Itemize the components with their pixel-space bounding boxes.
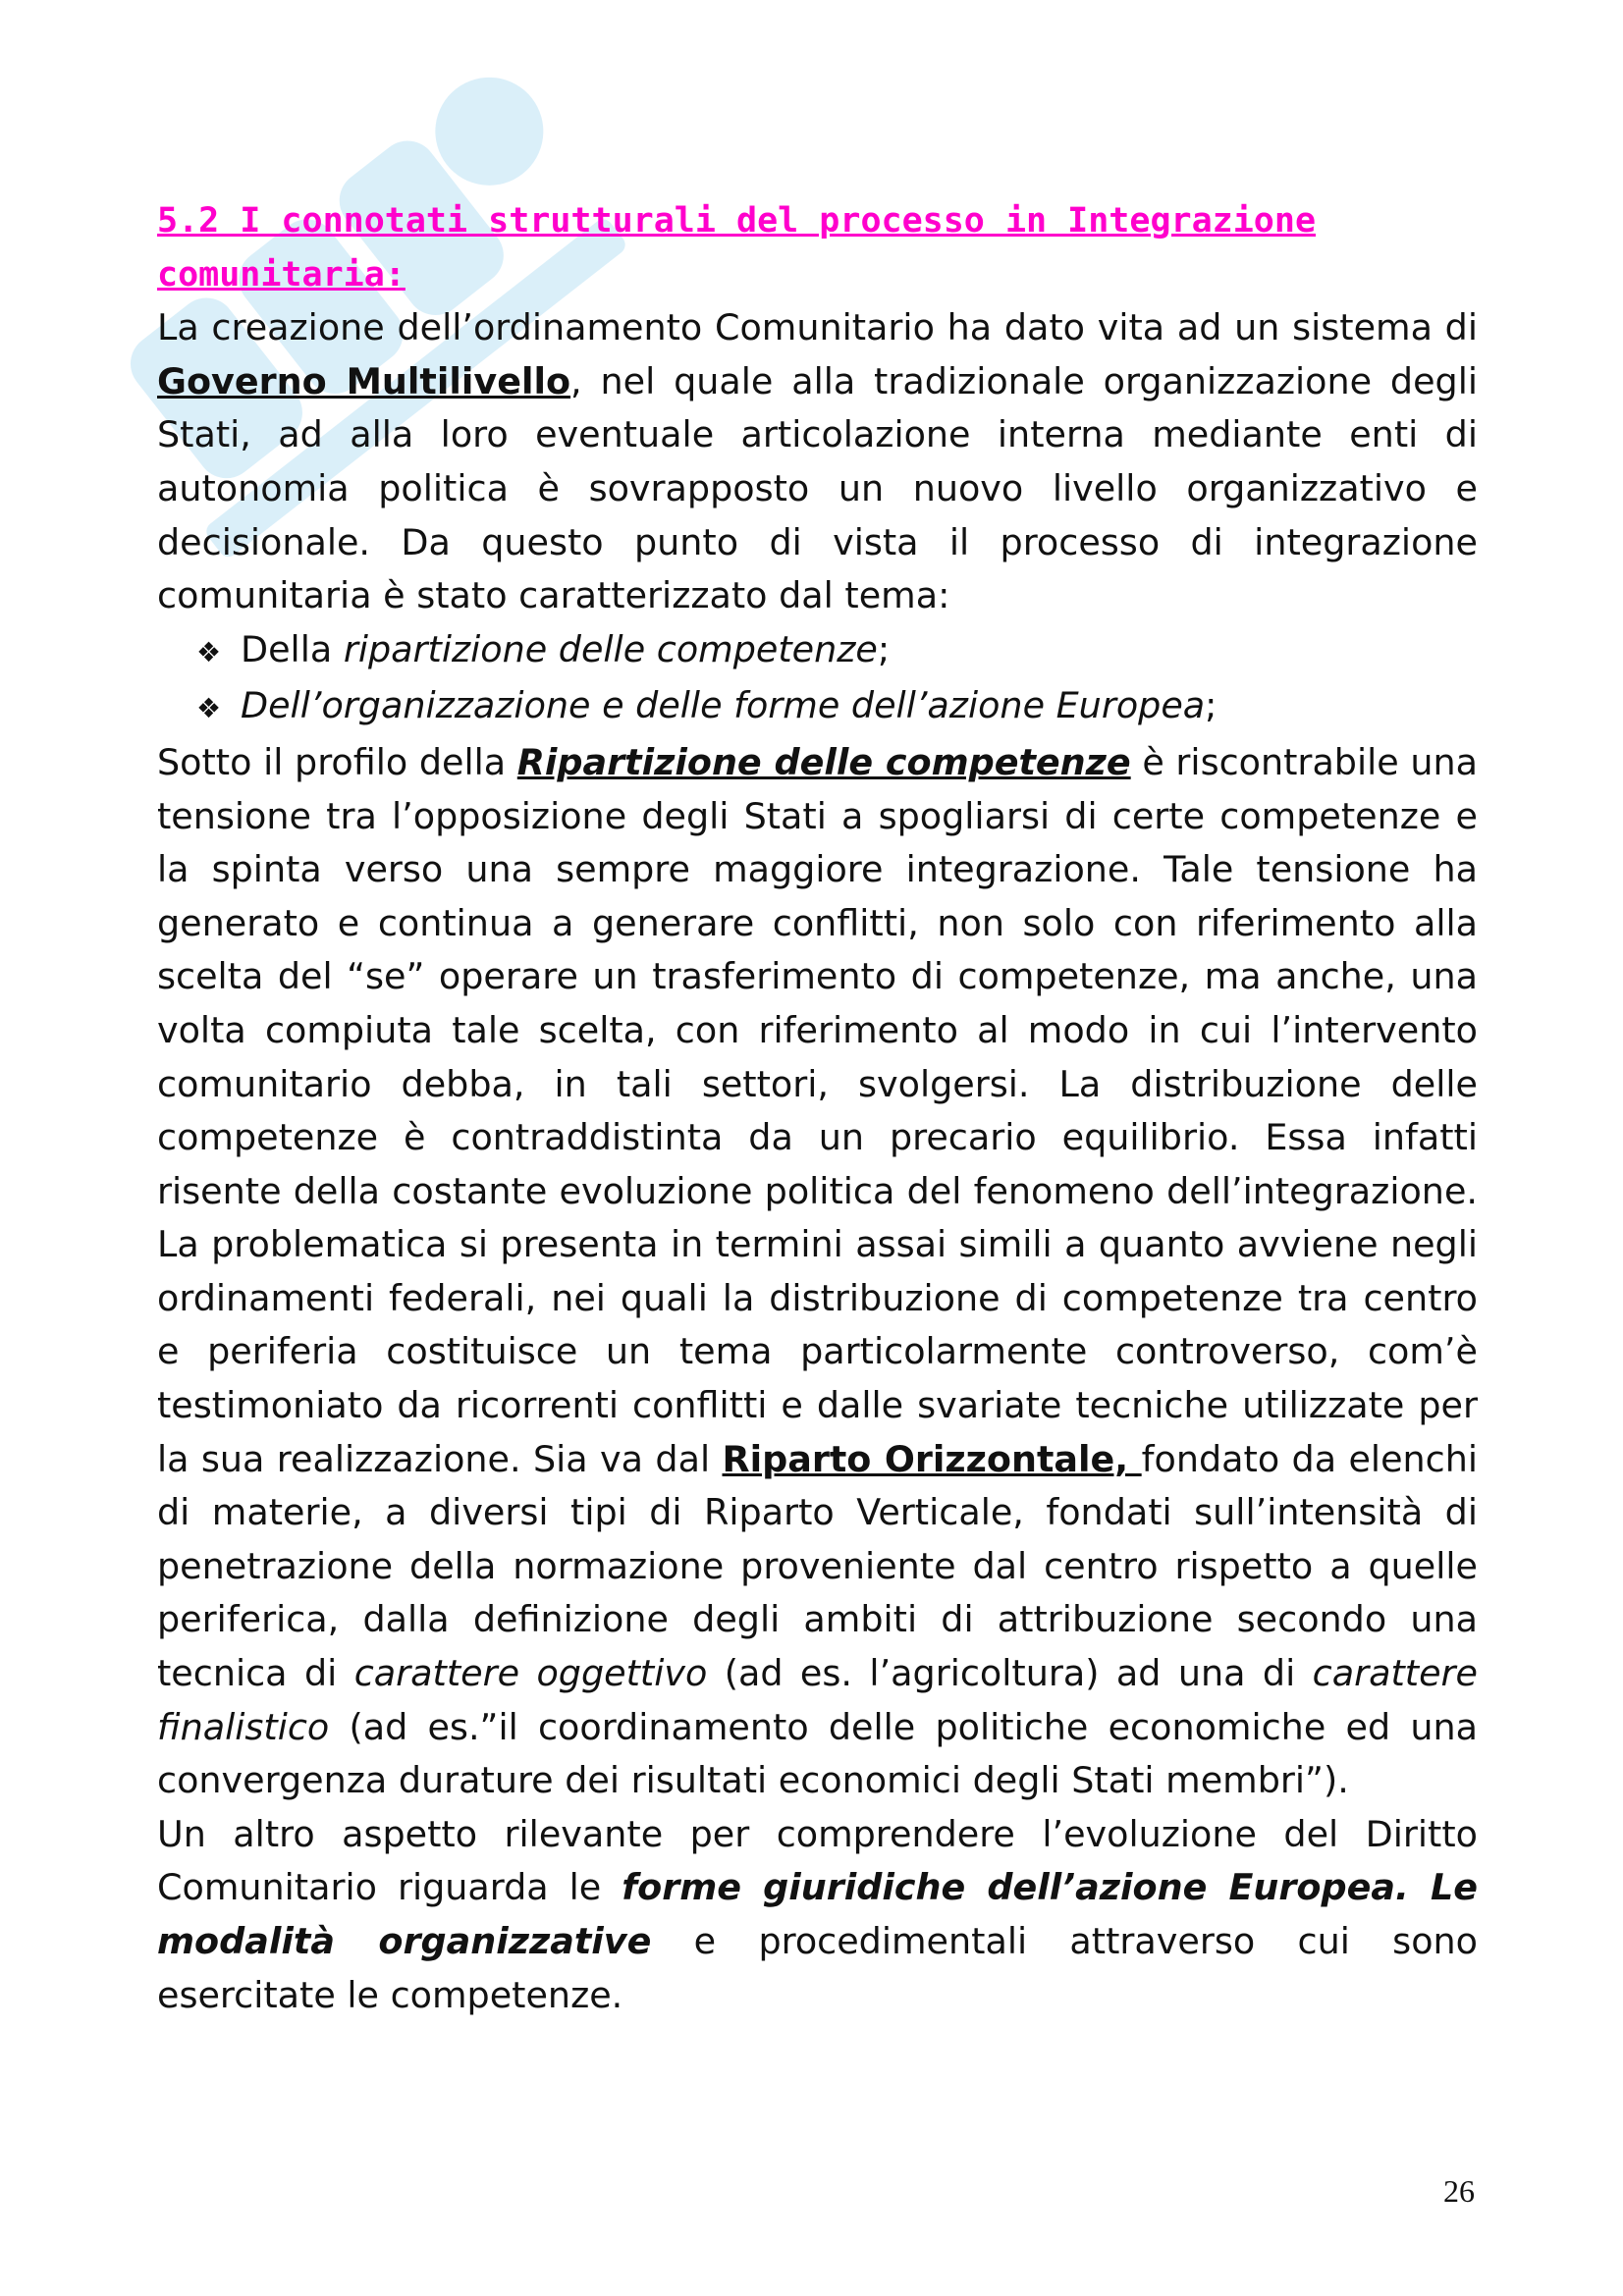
key-term: forme giuridiche dell’azione Europea. Le modalità organizzative [157, 1866, 1478, 1962]
list-item: ❖ Dell’organizzazione e delle forme dell’azione Europea; [196, 679, 1478, 736]
diamond-bullet-icon: ❖ [196, 692, 222, 725]
document-body [157, 194, 1478, 2022]
paragraph-text: , nel quale alla tradizionale organizzazione degli Stati, ad alla loro eventuale articolazione interna mediante enti di autonomia politica è sovrapposto un nuovo livello organizzativo e decisionale. Da questo punto di vista il processo di integrazione comunitaria è stato caratterizzato dal tema: [157, 359, 1478, 617]
key-term: Riparto Orizzontale, [722, 1437, 1142, 1480]
topic-list [157, 623, 1478, 736]
diamond-bullet-icon: ❖ [196, 635, 222, 668]
key-term: Ripartizione delle competenze [516, 740, 1131, 783]
key-term: Governo Multilivello [157, 359, 571, 402]
paragraph-competenze: Sotto il profilo della Ripartizione delle competenze è riscontrabile una tensione tra l’opposizione degli Stati a spogliarsi di certe competenze e la spinta verso una sempre maggiore integrazione. Tale tensione ha generato e continua a generare conflitti, non solo con riferimento alla scelta del “se” operare un trasferimento di competenze, ma anche, una volta compiuta tale scelta, con riferimento al modo in cui l’intervento comunitario debba, in tali settori, svolgersi. La distribuzione delle competenze è contraddistinta da un precario equilibrio. Essa infatti risente della costante evoluzione politica del fenomeno dell’integrazione. La problematica si presenta in termini assai simili a quanto avviene negli ordinamenti federali, nei quali la distribuzione di competenze tra centro e periferia costituisce un tema particolarmente controverso, com’è testimoniato da ricorrenti conflitti e dalle svariate tecniche utilizzate per la sua realizzazione. Sia va dal Riparto Orizzontale, fondato da elenchi di materie, a diversi tipi di Riparto Verticale, fondati sull’intensità di penetrazione della normazione proveniente dal centro rispetto a quelle periferica, dalla definizione degli ambiti di attribuzione secondo una tecnica di carattere oggettivo (ad es. l’agricoltura) ad una di carattere finalistico (ad es.”il coordinamento delle politiche economiche ed una convergenza durature dei risultati economici degli Stati membri”). [157, 740, 1478, 1802]
page-number: 26 [1443, 2173, 1475, 2209]
section-heading: 5.2 I connotati strutturali del processo in Integrazione comunitaria: [157, 201, 1317, 294]
paragraph-text: La creazione dell’ordinamento Comunitario ha dato vita ad un sistema di [157, 306, 1478, 349]
paragraph-intro [157, 301, 1478, 623]
paragraph-forme: Un altro aspetto rilevante per comprendere l’evoluzione del Diritto Comunitario riguarda le forme giuridiche dell’azione Europea. Le modalità organizzative e procedimentali attraverso cui sono esercitate le competenze. [157, 1812, 1478, 2016]
list-item: ❖ Della ripartizione delle competenze; [196, 623, 1478, 680]
